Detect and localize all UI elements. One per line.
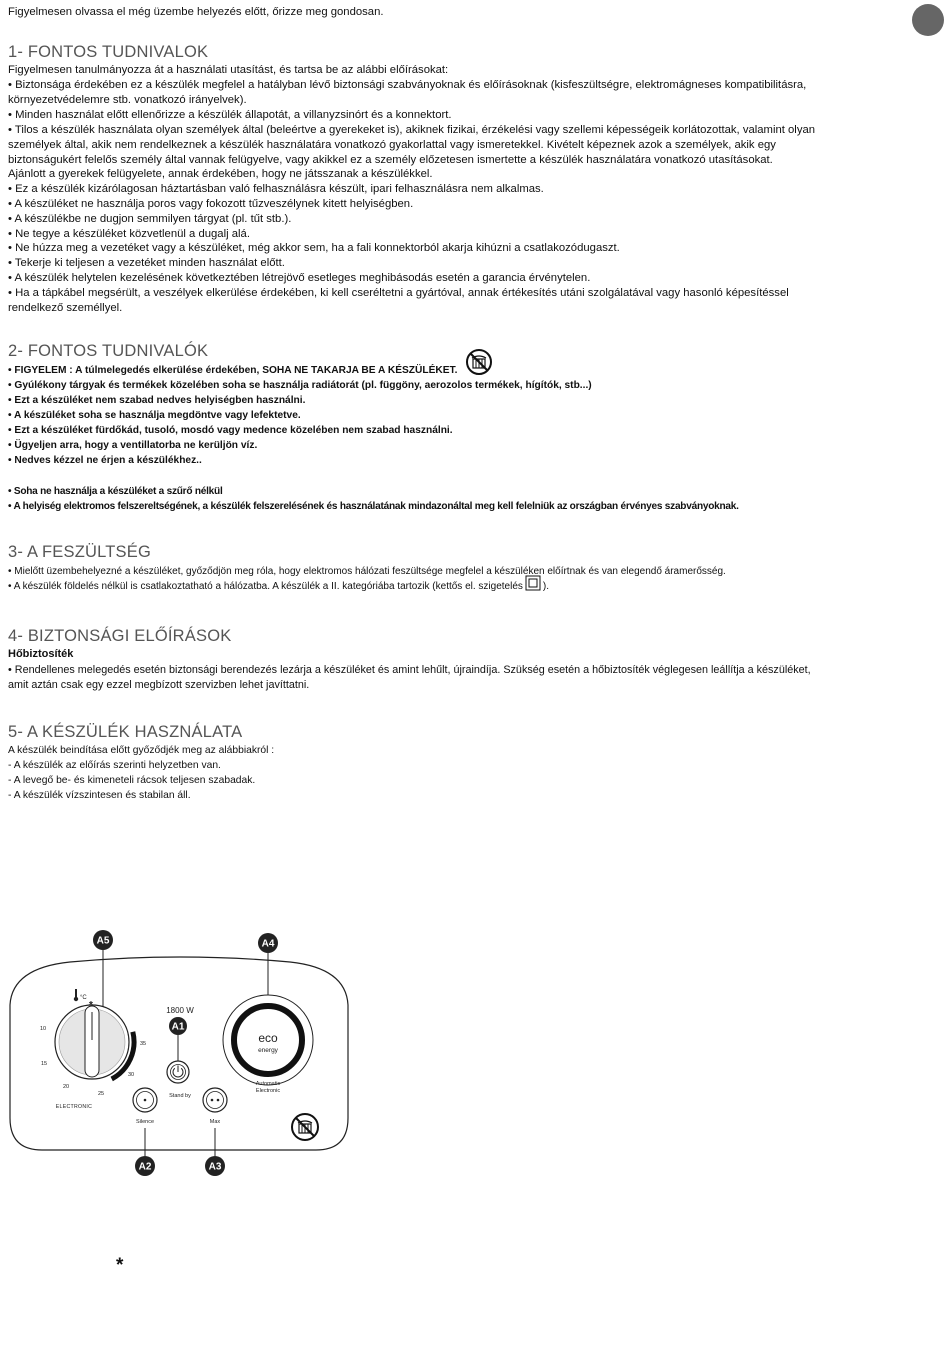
standby-label: Stand by [169,1093,191,1099]
thermostat-unit: °C [80,995,87,1001]
section-4-subheading: Hőbiztosíték [8,648,74,660]
section-1-line: • Biztonsága érdekében ez a készülék megfelel a hatályban lévő biztonsági szabványoknak és előírásoknak (kisfeszültségre, elektromágneses kompatibilitásra, [8,79,807,91]
section-2-line: • Ügyeljen arra, hogy a ventillatorba ne kerüljön víz. [8,440,258,451]
callout-a2 [135,1156,155,1176]
max-control [203,1088,227,1125]
section-1-line: környezetvédelemre stb. vonatkozó irányelvek). [8,94,247,106]
section-5-line: - A készülék vízszintesen és stabilan áll. [8,790,191,801]
callout-a3 [205,1156,225,1176]
section-2-line: • FIGYELEM : A túlmelegedés elkerülése érdekében, SOHA NE TAKARJA BE A KÉSZÜLÉKET. [8,365,458,376]
section-1-line: • Ez a készülék kizárólagosan háztartásban való felhasználásra készült, ipari felhasználásra nem alkalmas. [8,183,544,195]
section-2-line: • A készüléket soha se használja megdöntve vagy lefektetve. [8,410,301,421]
section-1-heading: 1- FONTOS TUDNIVALOK [8,43,209,61]
section-1-line: Ajánlott a gyerekek felügyelete, annak érdekében, hogy ne játsszanak a készülékkel. [8,168,433,180]
section-3-heading: 3- A FESZÜLTSÉG [8,543,151,561]
section-1-line: • Ha a tápkábel megsérült, a veszélyek elkerülése érdekében, ki kell cseréltetni a gyártóval, annak értékesítés utáni szolgálatával vagy hasonló képesítéssel [8,287,789,299]
section-5-line: A készülék beindítása előtt győződjék meg az alábbiakról : [8,745,275,756]
max-dot-icon [217,1099,220,1102]
section-1-line: Figyelmesen tanulmányozza át a használati utasítást, és tartsa be az alábbi előírásokat: [8,64,449,76]
section-2-line: • Soha ne használja a készüléket a szűrő nélkül [8,486,223,497]
section-1-line: • A készülék helytelen kezelésének következtében létrejövő esetleges meghibásodás esetén a garancia érvénytelen. [8,272,591,284]
section-1-line: • Tilos a készülék használata olyan személyek által (beleértve a gyerekeket is), akiknek fizikai, érzékelési vagy szellemi képességeik korlátozottak, valamint olyan [8,124,816,136]
section-5-line: - A készülék az előírás szerinti helyzetben van. [8,760,221,771]
footnote-marker: * [116,1255,124,1276]
section-2-heading: 2- FONTOS TUDNIVALÓK [8,342,209,360]
no-cover-icon [465,348,493,376]
silence-control [133,1088,157,1125]
section-1-line: rendelkező személlyel. [8,302,123,314]
max-dot-icon [211,1099,214,1102]
callout-a2-label: A2 [138,1161,152,1173]
section-4-line: amit aztán csak egy ezzel megbízott szervizben lehet javíttatni. [8,679,310,691]
section-2-warning-line [8,364,491,378]
section-1-line: • A készülékbe ne dugjon semmilyen tárgyat (pl. tűt stb.). [8,213,292,225]
section-1-line: • Tekerje ki teljesen a vezetéket minden használat előtt. [8,257,285,269]
double-insulation-icon [525,575,541,591]
section-1-line: • A készüléket ne használja poros vagy fokozott tűzveszélynek kitett helyiségben. [8,198,414,210]
section-5-line: - A levegő be- és kimeneteli rácsok teljesen szabadak. [8,775,256,786]
callout-a4-label: A4 [261,938,275,950]
eco-control [223,995,313,1094]
thermostat-label: ELECTRONIC [55,1104,93,1110]
section-1-line: • Ne húzza meg a vezetéket vagy a készüléket, még akkor sem, ha a fali konnektorból akarja kihúzni a csatlakozódugaszt. [8,242,620,254]
section-5-heading: 5- A KÉSZÜLÉK HASZNÁLATA [8,723,243,741]
dial-scale-25: 25 [97,1091,105,1097]
callout-a1 [169,1017,187,1035]
callout-a3-label: A3 [208,1161,222,1173]
insulation-text-before: • A készülék földelés nélkül is csatlakoztatható a hálózatba. A készülék a II. kategóriába tartozik (kettős el. szigetelés [8,581,523,592]
section-3-insulation-line [8,580,549,594]
dial-scale-35: 35 [139,1041,147,1047]
callout-a5-label: A5 [96,935,110,947]
section-2-line: • Ezt a készüléket fürdőkád, tusoló, mosdó vagy medence közelében nem szabad használni. [8,425,453,436]
callout-a4 [258,933,278,953]
section-1-line: • Ne tegye a készüléket közvetlenül a dugalj alá. [8,228,250,240]
section-4-line: • Rendellenes melegedés esetén biztonsági berendezés lezárja a készüléket és amint lehűlt, újraindíja. Szükség esetén a hőbiztosíték véglegesen leállítja a készüléket, [8,664,811,676]
section-1-line: • Minden használat előtt ellenőrizze a készülék állapotát, a villanyzsinórt és a konnektort. [8,109,452,121]
max-label: Max [209,1119,221,1125]
dial-scale-15: 15 [40,1061,48,1067]
dial-scale-10: 10 [39,1026,47,1032]
eco-energy-label: energy [258,1047,278,1054]
callout-a5 [93,930,113,950]
header-note: Figyelmesen olvassa el még üzembe helyezés előtt, őrizze meg gondosan. [8,6,384,18]
silence-dot-icon [144,1099,147,1102]
callout-a1-label: A1 [171,1021,185,1033]
section-2-line: • Nedves kézzel ne érjen a készülékhez.. [8,455,202,466]
silence-label: Silence [135,1119,155,1125]
insulation-text-after: ). [542,581,550,592]
eco-label: eco [258,1031,278,1045]
thermostat-dial [40,989,146,1110]
frost-protection-mark: * [89,1000,93,1011]
section-1-line: biztonságukért felelős személy által vannak felügyelve, vagy akikkel ez a személy előzetesen ismertette a készülék használatára vonatkozó utasításokat. [8,154,773,166]
section-2-line: • Ezt a készüléket nem szabad nedves helyiségben használni. [8,395,306,406]
control-panel-diagram [0,925,360,1185]
eco-caption-electronic: Electronic [255,1088,281,1094]
no-cover-icon [292,1114,318,1140]
section-2-line: • A helyiség elektromos felszereltségének, a készülék felszerelésének és használatának mindazonáltal meg kell felelniük az országban érvényes szabványoknak. [8,501,739,512]
power-rating: 1800 W [166,1006,194,1015]
thermometer-icon [74,989,78,1001]
page-corner-marker [912,4,944,36]
dial-scale-30: 30 [127,1072,135,1078]
eco-caption-automatic: Automatic [255,1081,281,1087]
section-3-line: • Mielőtt üzembehelyezné a készüléket, győződjön meg róla, hogy elektromos hálózati feszültsége megfelel a készüléken előírtnak és van elegendő áramerősség. [8,566,726,577]
section-2-line: • Gyúlékony tárgyak és termékek közelében soha se használja radiátorát (pl. függöny, aerozolos termékek, hígítók, stb...) [8,380,592,391]
dial-scale-20: 20 [62,1084,70,1090]
section-4-heading: 4- BIZTONSÁGI ELŐÍRÁSOK [8,627,232,645]
section-1-line: személyek által, akik nem rendelkeznek a készülék használatára vonatkozó gyakorlattal vagy ismeretekkel. Kivételt képeznek azok a személyek, akik egy [8,139,776,151]
